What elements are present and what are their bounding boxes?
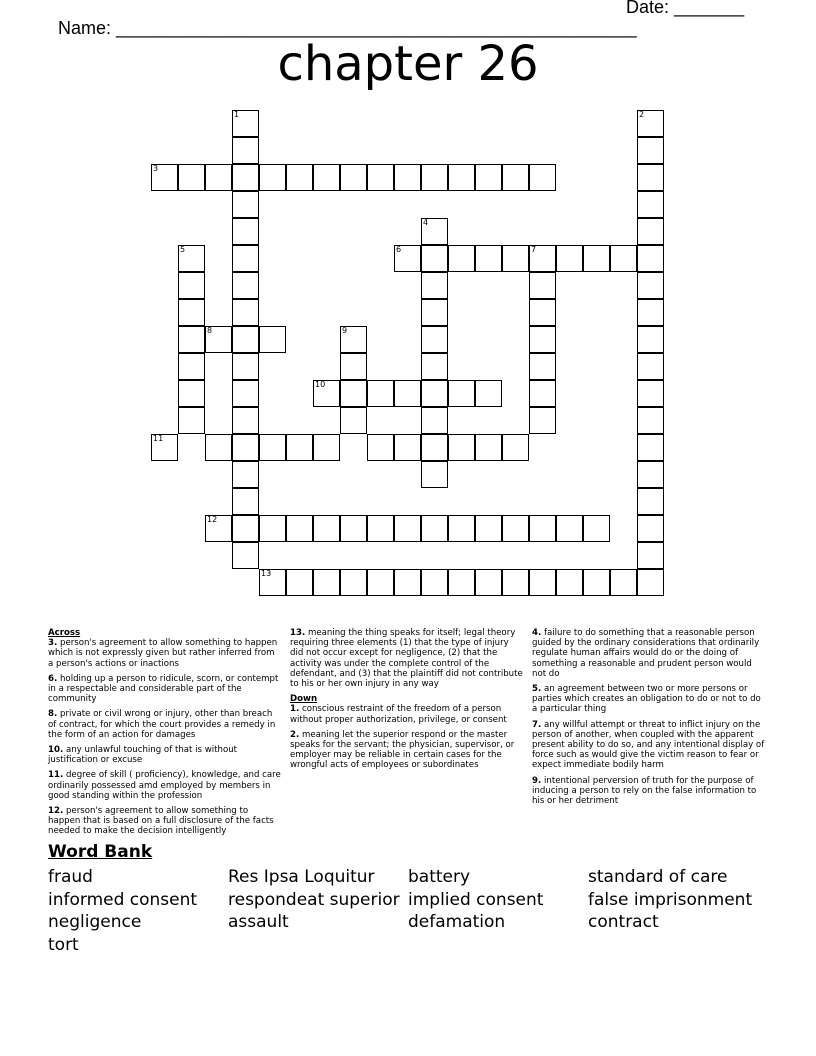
clue-down-1: 1. conscious restraint of the freedom of a person without proper authorization, privilege, or consent	[290, 704, 507, 725]
crossword-cell[interactable]	[448, 245, 475, 272]
crossword-cell[interactable]	[286, 569, 313, 596]
crossword-cell[interactable]	[367, 515, 394, 542]
crossword-cell[interactable]	[502, 434, 529, 461]
word-bank-title: Word Bank	[48, 842, 153, 862]
crossword-cell[interactable]	[232, 191, 259, 218]
crossword-cell[interactable]	[340, 515, 367, 542]
word-bank-item: respondeat superior	[228, 889, 400, 910]
crossword-cell[interactable]	[232, 488, 259, 515]
crossword-cell[interactable]	[610, 569, 637, 596]
crossword-cell[interactable]	[421, 272, 448, 299]
crossword-cell[interactable]	[637, 380, 664, 407]
crossword-cell[interactable]	[448, 164, 475, 191]
crossword-cell[interactable]	[259, 326, 286, 353]
word-bank-item: standard of care	[588, 867, 728, 887]
page-title: chapter 26	[277, 36, 539, 92]
crossword-cell[interactable]	[178, 326, 205, 353]
clue-number: 3	[153, 164, 159, 173]
crossword-cell[interactable]	[205, 164, 232, 191]
crossword-cell[interactable]	[637, 515, 664, 542]
clue-down-5: 5. an agreement between two or more persons or parties which creates an obligation to do or not to do a particular thing	[532, 684, 761, 715]
crossword-cell[interactable]	[610, 245, 637, 272]
crossword-cell[interactable]	[178, 299, 205, 326]
crossword-cell-12[interactable]	[205, 515, 232, 542]
clue-number: 7	[531, 245, 537, 254]
across-heading: Across	[48, 628, 81, 638]
crossword-cell[interactable]	[340, 380, 367, 407]
crossword-cell-3[interactable]	[151, 164, 178, 191]
clue-across-12: 12. person's agreement to allow something to happen that is based on a full disclosure of the facts needed to make the decision intelligently	[48, 806, 274, 837]
crossword-cell[interactable]	[232, 461, 259, 488]
crossword-cell[interactable]	[313, 569, 340, 596]
crossword-cell[interactable]	[637, 569, 664, 596]
clue-down-9: 9. intentional perversion of truth for the purpose of inducing a person to rely on the false information to his or her detriment	[532, 775, 757, 807]
clue-across-6: 6. holding up a person to ridicule, scorn, or contempt in a respectable and considerable part of the community	[48, 673, 279, 705]
crossword-cell-6[interactable]	[394, 245, 421, 272]
crossword-cell[interactable]	[340, 353, 367, 380]
crossword-cell[interactable]	[637, 407, 664, 434]
clues-column-1	[48, 628, 281, 842]
clue-across-13: 13. meaning the thing speaks for itself; legal theory requiring three elements (1) that the type of injury did not occur except for negligence, (2) that the activity was under the complete control of the defendant, and (3) that the plaintiff did not contribute to his or her own injury in any way	[290, 628, 523, 690]
crossword-cell[interactable]	[637, 164, 664, 191]
clues-column-3	[532, 628, 765, 811]
word-bank-item: defamation	[408, 912, 506, 932]
crossword-cell[interactable]	[232, 218, 259, 245]
crossword-cell[interactable]	[313, 164, 340, 191]
crossword-cell[interactable]	[475, 245, 502, 272]
crossword-cell[interactable]	[178, 272, 205, 299]
clue-number: 5	[180, 245, 186, 254]
crossword-cell[interactable]	[394, 515, 421, 542]
crossword-cell[interactable]	[421, 299, 448, 326]
crossword-cell[interactable]	[286, 164, 313, 191]
word-bank-item: fraud	[48, 867, 93, 887]
crossword-cell[interactable]	[637, 353, 664, 380]
crossword-cell[interactable]	[556, 245, 583, 272]
crossword-cell[interactable]	[583, 515, 610, 542]
crossword-cell[interactable]	[232, 272, 259, 299]
crossword-cell-2[interactable]	[637, 110, 664, 137]
crossword-cell[interactable]	[232, 515, 259, 542]
crossword-cell[interactable]	[502, 245, 529, 272]
crossword-cell[interactable]	[340, 569, 367, 596]
clue-number: 6	[396, 245, 402, 254]
word-bank-item: assault	[228, 912, 289, 932]
clue-number: 10	[315, 380, 326, 389]
crossword-cell[interactable]	[583, 245, 610, 272]
crossword-cell[interactable]	[421, 407, 448, 434]
word-bank-item: contract	[588, 912, 659, 932]
crossword-cell[interactable]	[502, 164, 529, 191]
crossword-cell[interactable]	[637, 326, 664, 353]
crossword-cell-8[interactable]	[205, 326, 232, 353]
clue-across-11: 11. degree of skill ( proficiency), knowledge, and care ordinarily possessed amd employed by members in good standing within the profession	[48, 770, 281, 801]
clues-column-2	[290, 628, 523, 776]
word-bank-item: informed consent	[48, 889, 198, 910]
crossword-cell[interactable]	[259, 515, 286, 542]
crossword-cell[interactable]	[556, 569, 583, 596]
crossword-cell-7[interactable]	[529, 245, 556, 272]
word-bank-item: battery	[408, 867, 471, 887]
crossword-cell[interactable]	[421, 380, 448, 407]
crossword-cell[interactable]	[529, 515, 556, 542]
clue-across-3: 3. person's agreement to allow something to happen which is not expressly given but rather inferred from a person's actions or inactions	[48, 638, 278, 669]
word-bank-item: false imprisonment	[588, 889, 753, 910]
crossword-cell[interactable]	[232, 353, 259, 380]
clue-number: 11	[153, 434, 164, 443]
word-bank-item: tort	[48, 934, 79, 955]
crossword-cell[interactable]	[259, 164, 286, 191]
crossword-cell[interactable]	[232, 380, 259, 407]
crossword-cell[interactable]	[232, 299, 259, 326]
crossword-cell[interactable]	[340, 407, 367, 434]
crossword-cell[interactable]	[448, 380, 475, 407]
crossword-cell[interactable]	[367, 569, 394, 596]
crossword-cell[interactable]	[259, 434, 286, 461]
crossword-cell[interactable]	[448, 515, 475, 542]
crossword-cell-5[interactable]	[178, 245, 205, 272]
crossword-cell-1[interactable]	[232, 110, 259, 137]
clue-number: 1	[234, 110, 240, 119]
crossword-cell[interactable]	[637, 299, 664, 326]
crossword-cell[interactable]	[475, 569, 502, 596]
crossword-cell[interactable]	[232, 542, 259, 569]
crossword-cell[interactable]	[286, 515, 313, 542]
crossword-cell[interactable]	[529, 407, 556, 434]
crossword-cell[interactable]	[529, 164, 556, 191]
crossword-cell[interactable]	[529, 326, 556, 353]
crossword-cell[interactable]	[232, 245, 259, 272]
crossword-cell[interactable]	[637, 488, 664, 515]
crossword-cell[interactable]	[367, 380, 394, 407]
crossword-cell[interactable]	[367, 434, 394, 461]
crossword-cell[interactable]	[529, 272, 556, 299]
crossword-cell[interactable]	[475, 164, 502, 191]
clue-across-10: 10. any unlawful touching of that is without justification or excuse	[48, 745, 238, 766]
crossword-cell[interactable]	[421, 353, 448, 380]
crossword-cell[interactable]	[637, 272, 664, 299]
crossword-cell[interactable]	[529, 380, 556, 407]
crossword-cell-10[interactable]	[313, 380, 340, 407]
crossword-cell[interactable]	[394, 380, 421, 407]
word-bank-item: negligence	[48, 912, 142, 932]
crossword-cell[interactable]	[637, 137, 664, 164]
crossword-cell-9[interactable]	[340, 326, 367, 353]
crossword-cell[interactable]	[421, 515, 448, 542]
crossword-cell[interactable]	[232, 407, 259, 434]
crossword-cell-13[interactable]	[259, 569, 286, 596]
clue-down-7: 7. any willful attempt or threat to inflict injury on the person of another, when coupled with the apparent present ability to do so, and any intentional display of force such as would give the victim reason to fear or expect immediate bodily harm	[532, 719, 765, 771]
crossword-cell-4[interactable]	[421, 218, 448, 245]
clue-down-2: 2. meaning let the superior respond or the master speaks for the servant; the physician, supervisor, or employer may be reliable in certain cases for the wrongful acts of employees or subordinates	[290, 729, 515, 771]
crossword-cell[interactable]	[394, 569, 421, 596]
crossword-cell[interactable]	[178, 164, 205, 191]
crossword-cell[interactable]	[448, 434, 475, 461]
crossword-cell[interactable]	[529, 569, 556, 596]
crossword-cell[interactable]	[394, 164, 421, 191]
crossword-cell[interactable]	[232, 164, 259, 191]
crossword-cell[interactable]	[556, 515, 583, 542]
clue-number: 8	[207, 326, 213, 335]
crossword-cell[interactable]	[421, 164, 448, 191]
crossword-cell[interactable]	[421, 326, 448, 353]
crossword-cell[interactable]	[313, 515, 340, 542]
crossword-cell[interactable]	[394, 434, 421, 461]
crossword-cell[interactable]	[475, 434, 502, 461]
word-bank	[48, 866, 788, 956]
crossword-cell[interactable]	[529, 299, 556, 326]
crossword-cell[interactable]	[529, 353, 556, 380]
crossword-cell[interactable]	[502, 569, 529, 596]
clue-number: 4	[423, 218, 429, 227]
crossword-cell[interactable]	[178, 353, 205, 380]
crossword-cell[interactable]	[637, 461, 664, 488]
down-heading: Down	[290, 694, 318, 705]
clue-number: 12	[207, 515, 218, 524]
name-field-label[interactable]: Name: ____________________________________________________	[58, 18, 637, 38]
clue-across-8: 8. private or civil wrong or injury, other than breach of contract, for which the court provides a remedy in the form of an action for damages	[48, 709, 276, 740]
crossword-cell[interactable]	[421, 569, 448, 596]
crossword-cell[interactable]	[178, 380, 205, 407]
crossword-cell[interactable]	[475, 515, 502, 542]
crossword-cell[interactable]	[205, 434, 232, 461]
crossword-cell[interactable]	[583, 569, 610, 596]
crossword-cell[interactable]	[421, 461, 448, 488]
crossword-cell[interactable]	[313, 434, 340, 461]
clue-number: 13	[261, 569, 272, 578]
word-bank-item: implied consent	[408, 889, 544, 910]
crossword-cell[interactable]	[232, 326, 259, 353]
clue-number: 9	[342, 326, 348, 335]
crossword-cell-11[interactable]	[151, 434, 178, 461]
word-bank-item: Res Ipsa Loquitur	[228, 867, 375, 887]
crossword-cell[interactable]	[637, 542, 664, 569]
crossword-cell[interactable]	[178, 407, 205, 434]
clue-number: 2	[639, 110, 645, 119]
crossword-cell[interactable]	[286, 434, 313, 461]
clue-down-4: 4. failure to do something that a reasonable person guided by the ordinary considerations that ordinarily regulate human affairs would do or the doing of something a reasonable and prudent person would not do	[532, 628, 760, 679]
crossword-cell[interactable]	[637, 434, 664, 461]
crossword-cell[interactable]	[421, 434, 448, 461]
crossword-cell[interactable]	[367, 164, 394, 191]
crossword-cell[interactable]	[637, 191, 664, 218]
crossword-cell[interactable]	[232, 434, 259, 461]
date-field-label[interactable]: Date: _______	[626, 0, 745, 17]
crossword-cell[interactable]	[475, 380, 502, 407]
crossword-cell[interactable]	[637, 218, 664, 245]
crossword-cell[interactable]	[232, 137, 259, 164]
crossword-cell[interactable]	[448, 569, 475, 596]
crossword-cell[interactable]	[421, 245, 448, 272]
crossword-cell[interactable]	[502, 515, 529, 542]
crossword-cell[interactable]	[340, 164, 367, 191]
crossword-cell[interactable]	[637, 245, 664, 272]
